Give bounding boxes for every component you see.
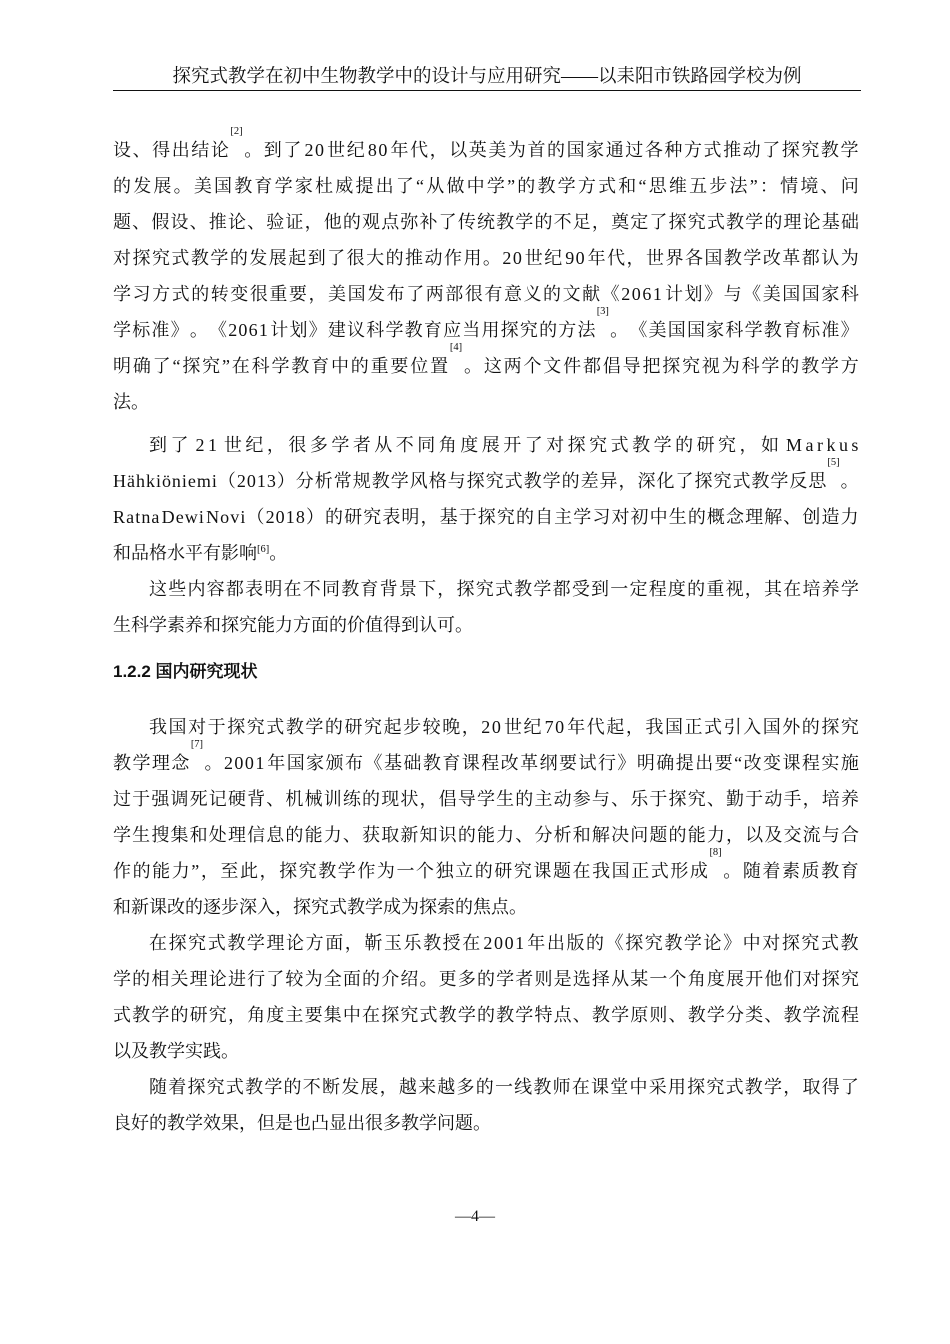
text-run: 法。 [113,392,149,412]
text-line: 明 确 了 “ 探 究 ” 在 科 学 教 育 中 的 重 要 位 置 [4] 。 这 两 个 文 件 都 倡 导 把 探 究 视 为 科 学 的 教 学 方 [113,348,859,384]
text-line [113,1033,859,1069]
citation-marker: [4] [449,342,463,353]
text-line: 学 习 方 式 的 转 变 很 重 要 ， 美 国 发 布 了 两 部 很 有 意 义 的 文 献 《 2 0 6 1 计 划 》 与 《 美 国 国 家 科 [113,284,859,304]
text-line: 学 标 准 》 。 《 2 0 6 1 计 划 》 建 议 科 学 教 育 应 当 用 探 究 的 方 法 [3] 。 《 美 国 国 家 科 学 教 育 标 准 》 [113,312,859,348]
paragraph-summary [113,571,859,643]
paragraph-development [113,1069,859,1141]
page-number: —4— [455,1208,495,1225]
text-line: 教 学 理 念 [7] 。 2 0 0 1 年 国 家 颁 布 《 基 础 教 育 课 程 改 革 纲 要 试 行 》 明 确 提 出 要 “ 改 变 课 程 实 施 [113,745,859,781]
text-line: 学 生 搜 集 和 处 理 信 息 的 能 力 、 获 取 新 知 识 的 能 力 、 分 析 和 解 决 问 题 的 能 力 ， 以 及 交 流 与 合 [113,825,859,845]
text-line [113,384,859,420]
text-line [113,607,859,643]
text-run: 以及教学实践。 [113,1041,239,1061]
text-run: 生科学素养和探究能力方面的价值得到认可。 [113,615,473,635]
text-line: 对 探 究 式 教 学 的 发 展 起 到 了 很 大 的 推 动 作 用 。 2 0 世 纪 9 0 年 代 ， 世 界 各 国 教 学 改 革 都 认 为 [113,248,859,268]
citation-marker: [5] [827,457,840,468]
text-line [113,889,859,925]
text-line: 到 了 2 1 世 纪 ， 很 多 学 者 从 不 同 角 度 展 开 了 对 探 究 式 教 学 的 研 究 ， 如 M a r k u s [149,435,859,455]
text-line: 的 发 展 。 美 国 教 育 学 家 杜 威 提 出 了 “ 从 做 中 学 ” 的 教 学 方 式 和 “ 思 维 五 步 法 ” ： 情 境 、 问 [113,176,859,196]
text-line: 这 些 内 容 都 表 明 在 不 同 教 育 背 景 下 ， 探 究 式 教 学 都 受 到 一 定 程 度 的 重 视 ， 其 在 培 养 学 [149,579,859,599]
paragraph-21st-century [113,427,859,571]
text-line: 学 的 相 关 理 论 进 行 了 较 为 全 面 的 介 绍 。 更 多 的 学 者 则 是 选 择 从 某 一 个 角 度 展 开 他 们 对 探 究 [113,969,859,989]
text-line: 题 、 假 设 、 推 论 、 验 证 ， 他 的 观 点 弥 补 了 传 统 教 学 的 不 足 ， 奠 定 了 探 究 式 教 学 的 理 论 基 础 [113,212,859,232]
text-line [113,535,859,571]
paragraph-domestic-start [113,709,859,925]
citation-marker: [3] [596,306,609,317]
text-line: 式 教 学 的 研 究 ， 角 度 主 要 集 中 在 探 究 式 教 学 的 教 学 特 点 、 教 学 原 则 、 教 学 分 类 、 教 学 流 程 [113,1005,859,1025]
paragraph-foreign-history [113,126,859,420]
text-line: 设 、 得 出 结 论 [2] 。 到 了 2 0 世 纪 8 0 年 代 ， 以 英 美 为 首 的 国 家 通 过 各 种 方 式 推 动 了 探 究 教 学 [113,132,859,168]
text-line: 我 国 对 于 探 究 式 教 学 的 研 究 起 步 较 晚 ， 2 0 世 纪 7 0 年 代 起 ， 我 国 正 式 引 入 国 外 的 探 究 [149,717,859,737]
text-line: 在 探 究 式 教 学 理 论 方 面 ， 靳 玉 乐 教 授 在 2 0 0 1 年 出 版 的 《 探 究 教 学 论 》 中 对 探 究 式 教 [149,933,859,953]
text-line: 作 的 能 力 ” ， 至 此 ， 探 究 教 学 作 为 一 个 独 立 的 研 究 课 题 在 我 国 正 式 形 成 [8] 。 随 着 素 质 教 育 [113,853,859,889]
text-line: R a t n a D e w i N o v i （ 2 0 1 8 ） 的 研 究 表 明 ， 基 于 探 究 的 自 主 学 习 对 初 中 生 的 概 念 理 解 、 创 造 力 [113,507,859,527]
citation-marker: [8] [709,847,722,858]
text-line: 过 于 强 调 死 记 硬 背 、 机 械 训 练 的 现 状 ， 倡 导 学 生 的 主 动 参 与 、 乐 于 探 究 、 勤 于 动 手 ， 培 养 [113,789,859,809]
text-run: 和品格水平有影响 [113,543,257,563]
section-heading: 1.2.2 国内研究现状 [113,662,258,681]
text-line: 随 着 探 究 式 教 学 的 不 断 发 展 ， 越 来 越 多 的 一 线 教 师 在 课 堂 中 采 用 探 究 式 教 学 ， 取 得 了 [149,1077,859,1097]
running-title: 探究式教学在初中生物教学中的设计与应用研究——以耒阳市铁路园学校为例 [172,67,802,87]
text-run: 良好的教学效果，但是也凸显出很多教学问题。 [113,1113,491,1133]
text-run: 。 [269,543,288,563]
text-run: 和新课改的逐步深入，探究式教学成为探索的焦点。 [113,897,527,917]
text-line [113,1105,859,1141]
paragraph-theory [113,925,859,1069]
text-line: H ä h k i ö n i e m i （ 2 0 1 3 ） 分 析 常 规 教 学 风 格 与 探 究 式 教 学 的 差 异 ， 深 化 了 探 究 式 教 学 反 思 [5] 。 [113,463,859,499]
document-body [113,126,859,1141]
page-header [113,64,861,91]
citation-marker: [7] [190,739,204,750]
citation-marker: [2] [230,126,243,137]
citation-marker: [6] [257,544,270,555]
